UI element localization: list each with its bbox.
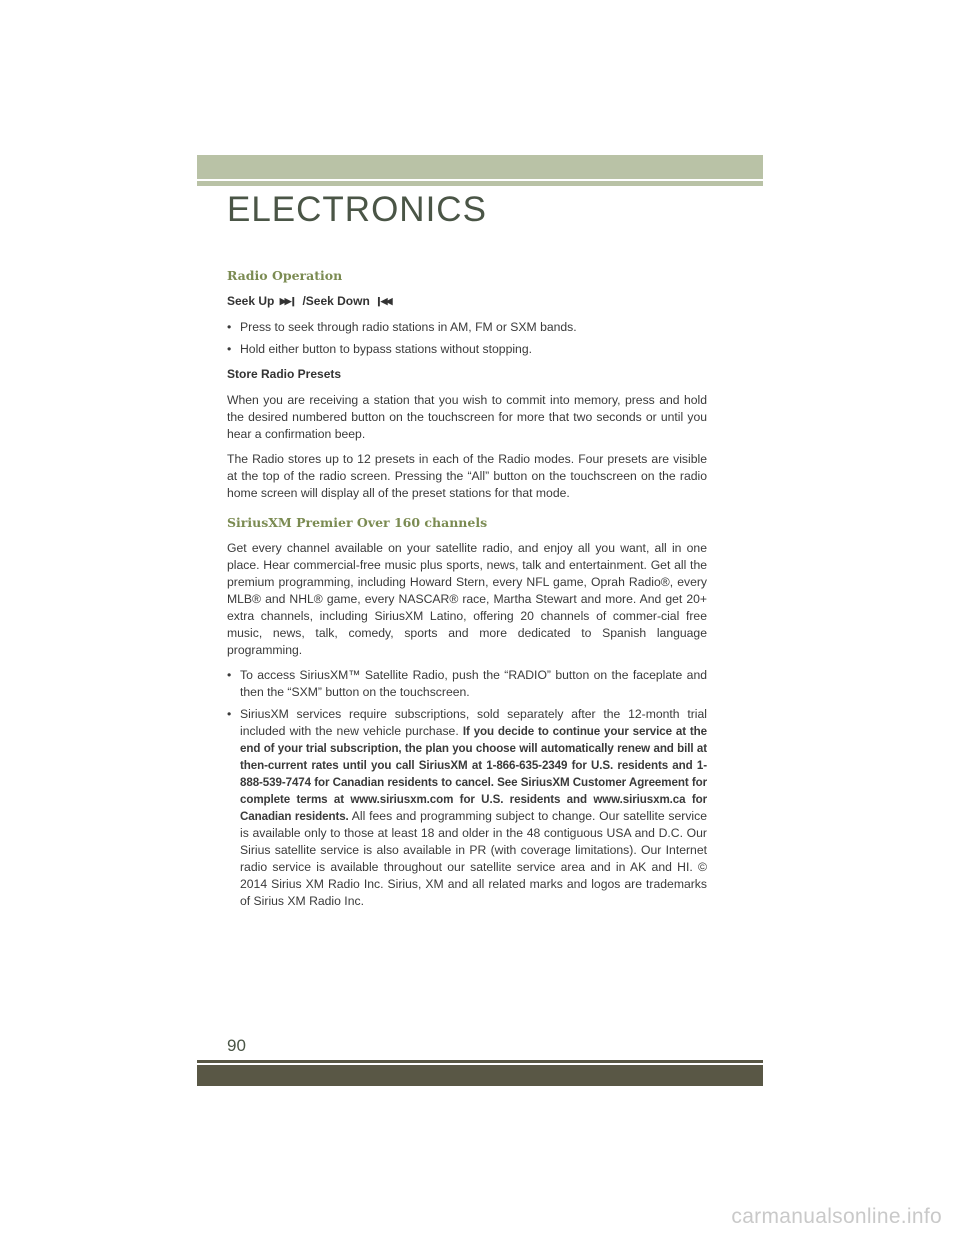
seek-down-label: /Seek Down [302,294,370,308]
seek-up-icon: ▶▶❙ [279,296,296,306]
siriusxm-intro-paragraph: Get every channel available on your satellite radio, and enjoy all you want, all in one place. Hear commercial-free music plus sports, news, talk and entertainment. Get all the premium programming, including Howard Stern, every NFL game, Oprah Radio®, every MLB® and NHL® game, every NASCAR® race, Martha Stewart and more. And get 20+ extra channels, including SiriusXM Latino, offering 20 channels of commer-cial free music, news, talk, comedy, sports and more dedicated to Spanish language programming. [227,541,707,657]
header-divider [197,181,763,186]
seek-down-icon: ❙◀◀ [375,296,391,306]
subscription-terms-bold: If you decide to continue your service at the end of your trial subscription, the plan you choose will automatically renew and bill at then-current rates until you call SiriusXM at 1-866-635-2349 for U.S. residents and 1-888-539-7474 for Canadian residents to cancel. See SiriusXM Customer Agreement for complete terms at www.siriusxm.com for U.S. residents and www.siriusxm.ca for Canadian residents. [240,725,707,823]
siriusxm-heading: SiriusXM Premier Over 160 channels [227,515,488,530]
header-color-bar [197,155,763,179]
watermark: carmanualsonline.info [731,1205,942,1228]
subscription-text-start: SiriusXM services require subscriptions, sold separately after the 12-month trial included with the new vehicle purchase. [240,707,707,738]
section-title: ELECTRONICS [227,190,487,229]
page-content [227,267,707,918]
footer-color-bar [197,1065,763,1086]
list-item: • Hold either button to bypass stations without stopping. [227,341,707,358]
store-presets-paragraph-2: The Radio stores up to 12 presets in each of the Radio modes. Four presets are visible at the top of the radio screen. Pressing the “All” button on the touchscreen on the radio home screen will display all of the preset stations for that mode. [227,452,707,500]
radio-operation-heading: Radio Operation [227,268,343,283]
subscription-text-end: All fees and programming subject to change. Our satellite service is available only to those at least 18 and older in the 48 contiguous USA and D.C. Our Sirius satellite service is also available in PR (with coverage limitations). Our Internet radio service is available throughout our satellite service area and in AK and HI. © 2014 Sirius XM Radio Inc. Sirius, XM and all related marks and logos are trademarks of Sirius XM Radio Inc. [240,809,708,908]
store-presets-label: Store Radio Presets [227,367,342,381]
footer-divider [197,1060,763,1063]
seek-bullet-list [227,319,707,358]
seek-label [227,293,707,310]
store-presets-paragraph-1: When you are receiving a station that you wish to commit into memory, press and hold the desired numbered button on the touchscreen for more that two seconds or until you hear a confirmation beep. [227,393,707,441]
list-item: • Press to seek through radio stations in AM, FM or SXM bands. [227,319,707,336]
siriusxm-bullet-list [227,667,707,910]
list-item: • To access SiriusXM™ Satellite Radio, push the “RADIO” button on the faceplate and then the “SXM” button on the touchscreen. [227,667,707,701]
seek-up-label: Seek Up [227,294,275,308]
list-item [227,706,707,910]
page-number: 90 [227,1036,246,1055]
